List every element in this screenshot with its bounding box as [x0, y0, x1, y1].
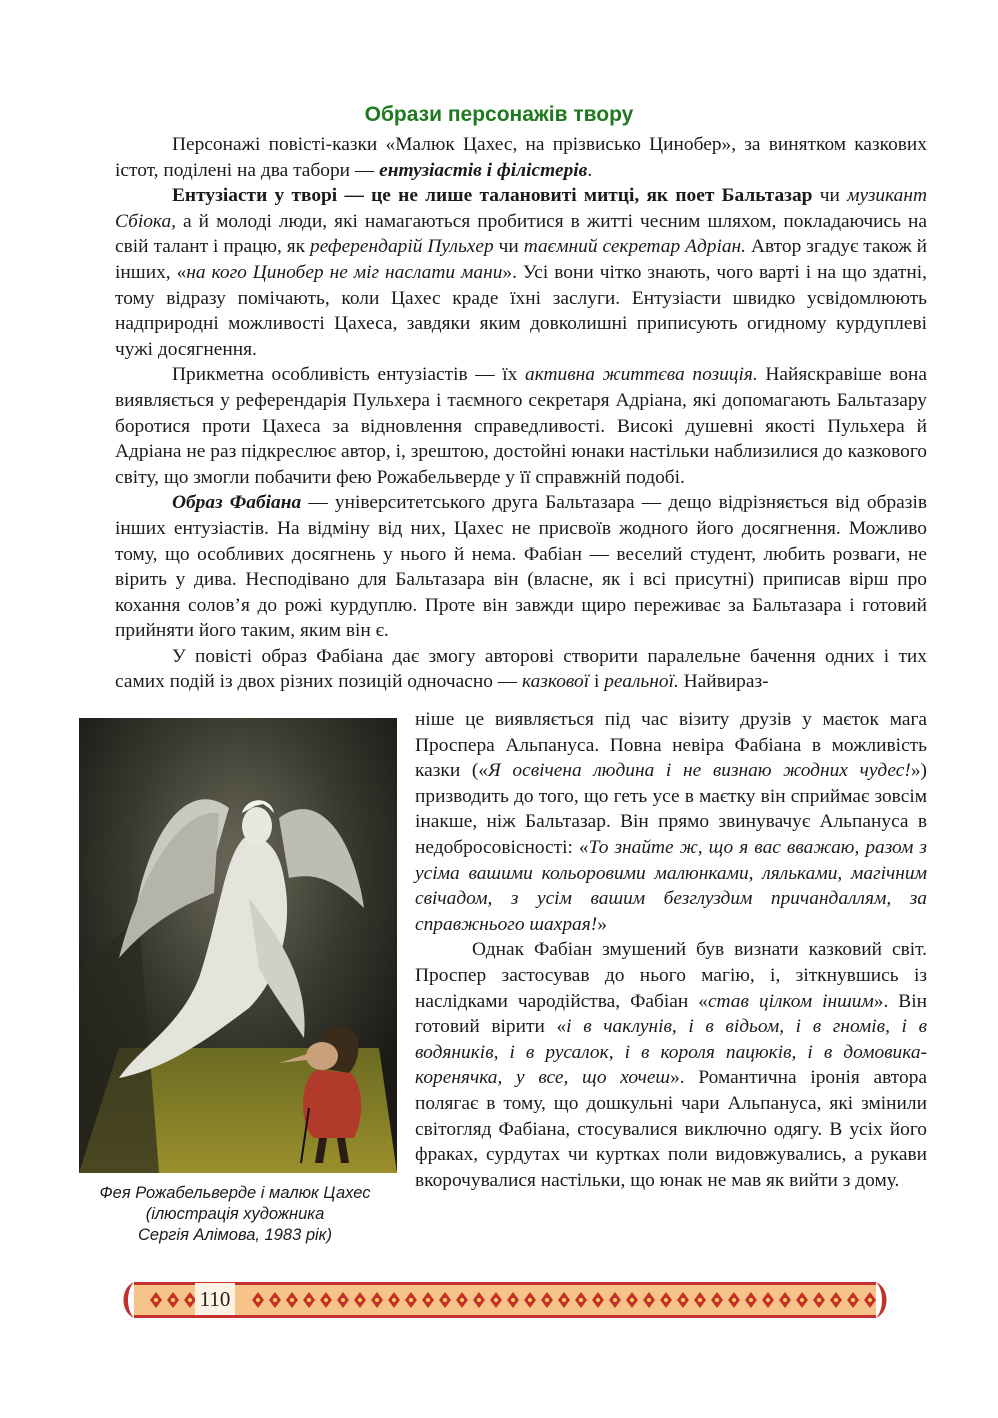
ornament-dot [647, 1298, 651, 1302]
ornament-dot [834, 1298, 838, 1302]
ornament-dot [256, 1298, 260, 1302]
ornament-dot [732, 1298, 736, 1302]
ornament-dot [562, 1298, 566, 1302]
ornament-dot [698, 1298, 702, 1302]
ornament-dot [443, 1298, 447, 1302]
footer-ornament [120, 1278, 890, 1322]
ornament-dot [307, 1298, 311, 1302]
ornament-dot [273, 1298, 277, 1302]
ornament-dot [341, 1298, 345, 1302]
ornament-dot [324, 1298, 328, 1302]
ornament-dot [375, 1298, 379, 1302]
caption-line-1: Фея Рожабельверде і малюк Цахес [99, 1184, 371, 1202]
ornament-dot [426, 1298, 430, 1302]
ornament-dot [392, 1298, 396, 1302]
paragraph-6: Однак Фабіан змушений був визнати казковий світ. Проспер застосував до нього магію, і, зіткнувшись із наслідками чародійства, Фабіан «став цілком іншим». Він готовий вірити «і в чаклунів, і в відьом, і в гномів, і в водяників, і в русалок, і в короля пацюків, і в домовика-коренячка, у все, що хочеш». Романтична іронія автора полягає в тому, що дошкульні чари Альпануса, які змінили світогляд Фабіана, стосувалися виключно одягу. В усіх його фраках, сурдутах чи куртках поли видовжувались, а рукави вкорочувалися настільки, що юнак не мав як вийти з дому. [415, 939, 927, 1191]
main-text-side [415, 707, 927, 1193]
ornament-dot [664, 1298, 668, 1302]
ornament-dot [715, 1298, 719, 1302]
ornament-dot [188, 1298, 192, 1302]
paragraph-2: Ентузіасти у творі — це не лише талановиті митці, як поет Бальтазар чи музикант Сбіока, а й молоді люди, які намагаються пробитися в житті чесним шляхом, покладаючись на свій талант і працю, як референдарій Пульхер чи таємний секретар Адріан. Автор згадує також й інших, «на кого Цинобер не міг наслати мани». Усі вони чітко знають, чого варті і на що здатні, тому відразу помічають, коли Цахес краде їхні заслуги. Ентузіасти швидко усвідомлюють надприродні можливості Цахеса, завдяки яким довколишні приписують огидному курдуплеві чужі досягнення. [115, 185, 927, 360]
ornament-dot [528, 1298, 532, 1302]
main-text-top [115, 132, 927, 695]
ornament-dot [477, 1298, 481, 1302]
caption-line-2: (ілюстрація художника [145, 1205, 325, 1223]
ornament-dot [460, 1298, 464, 1302]
ornament-dot [545, 1298, 549, 1302]
ornament-dot [630, 1298, 634, 1302]
ornament-dot [681, 1298, 685, 1302]
page-number: 110 [195, 1283, 235, 1315]
ornament-dot [613, 1298, 617, 1302]
illustration-caption [60, 1183, 410, 1246]
ornament-dot [579, 1298, 583, 1302]
ornament-dot [290, 1298, 294, 1302]
ornament-dot [171, 1298, 175, 1302]
ornament-dot [409, 1298, 413, 1302]
paragraph-1: Персонажі повісті-казки «Малюк Цахес, на прізвисько Цинобер», за винятком казкових істот, поділені на два табори — ентузіастів і філістерів. [115, 134, 927, 181]
section-heading: Образи персонажів твору [364, 103, 634, 126]
illustration-image [79, 718, 397, 1173]
paragraph-4: Образ Фабіана — університетського друга Бальтазара — дещо відрізняється від образів інших ентузіастів. На відміну від них, Цахес не присвоїв жодного його досягнення. Можливо тому, що особливих досягнень у нього й нема. Фабіан — веселий студент, любить розваги, не вірить у дива. Несподівано для Бальтазара він (власне, як і всі присутні) приписав вірш про кохання солов’я до рожі курдуплю. Проте він завжди щиро переживає за Бальтазара і готовий прийняти його таким, яким він є. [115, 492, 927, 642]
ornament-dot [800, 1298, 804, 1302]
ornament-dot [851, 1298, 855, 1302]
ornament-dot [766, 1298, 770, 1302]
ornament-dot [868, 1298, 872, 1302]
ornament-dot [749, 1298, 753, 1302]
paragraph-3: Прикметна особливість ентузіастів — їх активна життєва позиція. Найяскравіше вона виявляється у референдарія Пульхера і таємного секретаря Адріана, які допомагають Бальтазару боротися проти Цахеса за відновлення справедливості. Високі душевні якості Пульхера й Адріана не раз підкреслює автор, і, зрештою, достойні юнаки настільки наблизилися до казкового світу, що змогли побачити фею Рожабельверде у її справжній подобі. [115, 364, 927, 488]
ornament-dot [596, 1298, 600, 1302]
ornament-dot [494, 1298, 498, 1302]
ornament-dot [817, 1298, 821, 1302]
ornament-dot [154, 1298, 158, 1302]
illustration-fairy-and-zaches [79, 718, 397, 1173]
ornament-dot [783, 1298, 787, 1302]
ornament-dot [511, 1298, 515, 1302]
paragraph-5: У повісті образ Фабіана дає змогу авторові створити паралельне бачення одних і тих самих подій із двох різних позицій одночасно — казкової і реальної. Найвираз- [115, 645, 927, 693]
caption-line-3: Сергія Алімова, 1983 рік) [138, 1226, 332, 1244]
paragraph-5-continued: ніше це виявляється під час візиту друзів у маєток мага Проспера Альпануса. Повна невіра Фабіана в можливість казки («Я освічена людина і не визнаю жодних чудес!») призводить до того, що геть усе в маєтку він сприймає зовсім інакше, ніж Бальтазар. Він прямо звинувачує Альпануса в недобросовісності: «То знайте ж, що я вас вважаю, разом з усіма вашими кольоровими малюнками, ляльками, магічним свічадом, з усім вашим безглуздим причандаллям, за справжнього шахрая!» [415, 709, 927, 935]
ornament-dot [358, 1298, 362, 1302]
